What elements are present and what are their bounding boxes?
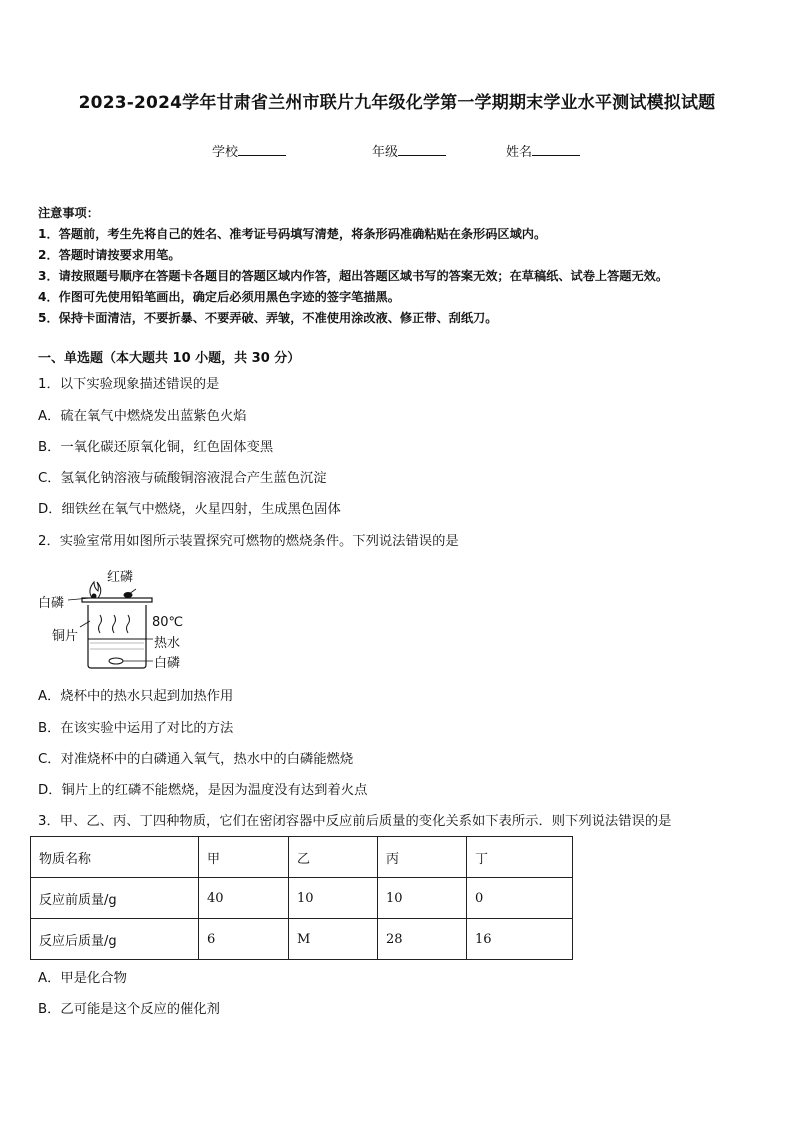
- table-cell: 6: [199, 919, 289, 960]
- table-header-cell: 甲: [199, 837, 289, 878]
- q2-option-d: D．铜片上的红磷不能燃烧，是因为温度没有达到着火点: [38, 783, 368, 798]
- label-copper-plate: 铜片: [52, 629, 79, 644]
- table-cell: 40: [199, 878, 289, 919]
- q1-option-d: D．细铁丝在氧气中燃烧，火星四射，生成黑色固体: [38, 502, 341, 517]
- table-row: [31, 919, 573, 960]
- q1-stem: 1．以下实验现象描述错误的是: [38, 377, 220, 392]
- label-white-phosphorus-bottom: 白磷: [154, 656, 181, 671]
- table-header-cell: 物质名称: [31, 837, 199, 878]
- label-red-phosphorus: 红磷: [107, 570, 134, 585]
- table-header-cell: 丁: [467, 837, 573, 878]
- table-cell: 0: [467, 878, 573, 919]
- q3-stem: 3．甲、乙、丙、丁四种物质，它们在密闭容器中反应前后质量的变化关系如下表所示．则下列说法错误的是: [38, 814, 672, 829]
- grade-blank[interactable]: [398, 143, 446, 156]
- name-blank[interactable]: [532, 143, 580, 156]
- table-cell: M: [289, 919, 378, 960]
- notice-item: 5．保持卡面清洁，不要折暴、不要弄破、弄皱，不准使用涂改液、修正带、刮纸刀。: [38, 311, 498, 325]
- label-temperature: 80℃: [152, 615, 184, 630]
- table-row: [31, 878, 573, 919]
- q3-option-a: A．甲是化合物: [38, 971, 127, 986]
- table-header-cell: 丙: [378, 837, 467, 878]
- table-cell: 反应后质量/g: [31, 919, 199, 960]
- table-cell: 10: [378, 878, 467, 919]
- table-cell: 16: [467, 919, 573, 960]
- q2-option-b: B．在该实验中运用了对比的方法: [38, 721, 234, 736]
- table-cell: 反应前质量/g: [31, 878, 199, 919]
- grade-field[interactable]: [372, 141, 446, 160]
- table-cell: 28: [378, 919, 467, 960]
- notice-item: 1．答题前，考生先将自己的姓名、准考证号码填写清楚，将条形码准确粘贴在条形码区域内。: [38, 227, 547, 241]
- table-header-row: [31, 837, 573, 878]
- school-blank[interactable]: [238, 143, 286, 156]
- notice-heading: 注意事项：: [38, 206, 99, 220]
- q2-stem: 2．实验室常用如图所示装置探究可燃物的燃烧条件。下列说法错误的是: [38, 534, 459, 549]
- section-heading: 一、单选题（本大题共 10 小题，共 30 分）: [38, 351, 301, 366]
- grade-label: 年级: [372, 145, 399, 160]
- q2-option-a: A．烧杯中的热水只起到加热作用: [38, 689, 234, 704]
- combustion-apparatus-figure: [38, 565, 198, 675]
- school-label: 学校: [212, 145, 239, 160]
- notice-item: 4．作图可先使用铅笔画出，确定后必须用黑色字迹的签字笔描黑。: [38, 290, 400, 304]
- q1-option-c: C．氢氧化钠溶液与硫酸铜溶液混合产生蓝色沉淀: [38, 471, 327, 486]
- q2-option-c: C．对准烧杯中的白磷通入氧气，热水中的白磷能燃烧: [38, 752, 354, 767]
- q1-option-a: A．硫在氧气中燃烧发出蓝紫色火焰: [38, 409, 247, 424]
- q1-option-b: B．一氧化碳还原氧化铜，红色固体变黑: [38, 440, 274, 455]
- notice-item: 3．请按照题号顺序在答题卡各题目的答题区域内作答，超出答题区域书写的答案无效；在草稿纸、试卷上答题无效。: [38, 269, 669, 283]
- q3-option-b: B．乙可能是这个反应的催化剂: [38, 1002, 220, 1017]
- name-label: 姓名: [506, 145, 533, 160]
- name-field[interactable]: [506, 141, 580, 160]
- notice-item: 2．答题时请按要求用笔。: [38, 248, 181, 262]
- notice-block: [38, 203, 768, 329]
- school-field[interactable]: [212, 141, 286, 160]
- mass-change-table: [30, 836, 573, 960]
- label-hot-water: 热水: [154, 636, 181, 651]
- table-cell: 10: [289, 878, 378, 919]
- exam-title: 2023-2024学年甘肃省兰州市联片九年级化学第一学期期末学业水平测试模拟试题: [78, 93, 716, 113]
- label-white-phosphorus-top: 白磷: [38, 596, 65, 611]
- table-header-cell: 乙: [289, 837, 378, 878]
